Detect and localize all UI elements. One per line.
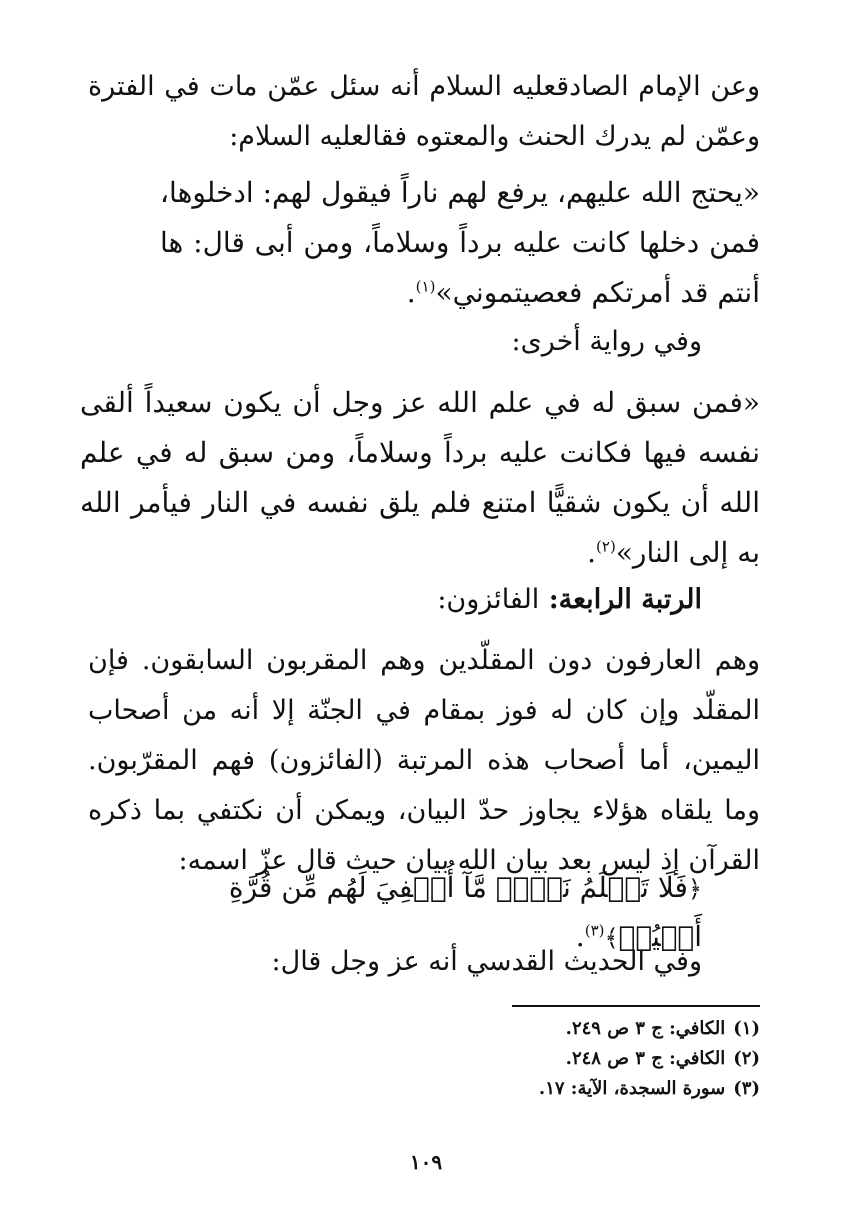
footnote-number: (٣) [733,1078,760,1099]
body-paragraph [88,636,760,886]
quote2-text: «فمن سبق له في علم الله عز وجل أن يكون سعيداً ألقى نفسه فيها فكانت عليه برداً وسلاماً، ومن سبق له في علم الله أن يكون شقيًّا امتنع فلم يلق نفسه في النار فيأمر الله به إلى النار» [80,386,760,569]
footnote-text: الكافي: ج ٣ ص ٢٤٨. [565,1048,726,1069]
footnote-item [360,1044,760,1074]
footnote-ref-2[interactable]: (٢) [596,537,616,556]
section-heading [102,576,702,623]
footnote-ref-3[interactable]: (٣) [584,921,605,940]
qudsi-hadith-label [102,938,702,985]
label1-text: وفي رواية أخرى: [511,326,702,357]
quote1-text: «يحتج الله عليهم، يرفع لهم ناراً فيقول لهم: ادخلوها، فمن دخلها كانت عليه برداً وسلاماً، ومن أبى قال: ها أنتم قد أمرتكم فعصيتموني» [160,176,760,309]
page-number: ١٠٩ [409,1150,443,1174]
another-narration-label [102,318,702,365]
footnote-item [360,1074,760,1104]
label2-text: وفي الحديث القدسي أنه عز وجل قال: [271,946,702,977]
verse-text: فَلَا تَعۡلَمُ نَفۡسٞ مَّآ أُخۡفِيَ لَهُم مِّن قُرَّةِ أَعۡيُنٖ [228,871,702,953]
intro-paragraph [88,62,760,162]
quote2-end: . [587,536,597,569]
verse-close-bracket: ﴾ [604,924,619,952]
footnote-ref-1[interactable]: (١) [415,277,436,296]
footnotes-list [360,1014,760,1104]
hadith-quote-2 [80,378,760,578]
quote1-end: . [406,276,416,309]
verse-open-bracket: ﴿ [687,875,702,903]
verse-end: . [575,920,585,953]
heading-rest: الفائزون: [437,584,540,615]
heading-bold: الرتبة الرابعة: [548,584,702,615]
paragraph-text: وهم العارفون دون المقلّدين وهم المقربون السابقون. فإن المقلّد وإن كان له فوز بمقام في الجنّة إلا أنه من أصحاب اليمين، أما أصحاب هذه المرتبة (الفائزون) فهم المقرّبون. وما يلقاه هؤلاء يجاوز حدّ البيان، ويمكن أن نكتفي بما ذكره القرآن إذ ليس بعد بيان الله بيان حيث قال عزّ اسمه: [88,645,760,876]
footnote-text: سورة السجدة، الآية: ١٧. [538,1078,726,1099]
hadith-quote-1 [160,168,760,318]
footnote-text: الكافي: ج ٣ ص ٢٤٩. [565,1018,726,1039]
footnote-item [360,1014,760,1044]
intro-text: وعن الإمام الصادقعليه السلام أنه سئل عمّن مات في الفترة وعمّن لم يدرك الحنث والمعتوه فقالعليه السلام: [88,71,760,152]
footnote-number: (٢) [733,1048,760,1069]
footnote-divider [512,1005,760,1007]
footnote-number: (١) [733,1018,760,1039]
